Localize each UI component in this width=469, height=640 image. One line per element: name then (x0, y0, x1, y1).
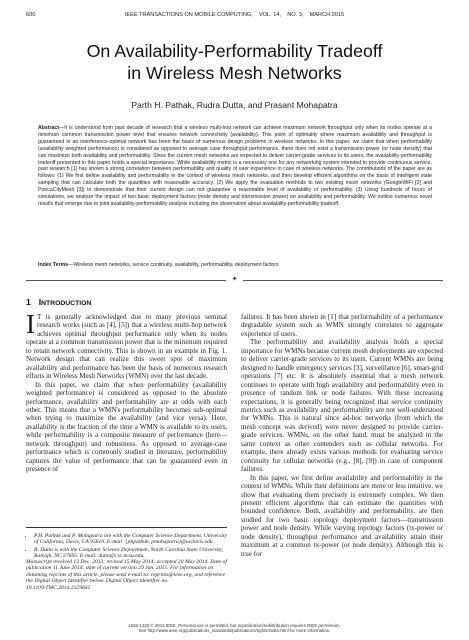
page-number: 606 (26, 12, 36, 18)
author-list: Parth H. Pathak, Rudra Dutta, and Prasant Mohapatra (131, 100, 338, 110)
index-terms-text: —Wireless mesh networks, service continuity, availability, performability, deployment factors (68, 262, 279, 268)
separator-diamond-icon: ✦ (231, 275, 238, 283)
drop-cap: I (26, 309, 35, 339)
section-title-rest: NTRODUCTION (41, 300, 92, 307)
index-terms (38, 262, 432, 269)
manuscript-history: Manuscript received 13 Dec. 2013; revised 15 May 2014; accepted 20 May 2014. Date of publication 11 June 2014; date of current version 29 Jan. 2015. For information on obtaining reprints of this article, please send e-mail to: reprints@ieee.org, and reference the Digital Object Identifier below. Digital Object Identifier no. 10.1109/TMC.2014.2329845 (26, 559, 227, 591)
intro-paragraph-2: In this paper, we claim that when performability (availability weighted performance) is considered as opposed to the absolute performance, availability and performability are at odds with each other. This means that a WMN's performability becomes sub-optimal when trying to maximize the availability (and vice versa). Here, availability is the fraction of the time a WMN is available to its users, while performability is a composite measure of performance (here—network throughput) and robustness. As opposed to average-case performance which is commonly studied in literature, performability captures the value of performance that can be guaranteed even in presence of (26, 380, 227, 474)
title-line-2: in Wireless Mesh Networks (127, 63, 342, 83)
separator-line-right (243, 280, 443, 281)
section-heading (26, 297, 91, 307)
author-affiliations (26, 533, 227, 561)
intro-paragraph-3: failures. It has been shown in [1] that performability of a performance degradable system such as WMN strongly correlates to aggregate experience of users. (241, 313, 443, 338)
paper-title (20, 40, 449, 84)
copyright-line: 1536-1233 © 2014 IEEE. Personal use is permitted, but republication/redistribution requires IEEE permission. (128, 623, 341, 628)
journal-header: IEEE TRANSACTIONS ON MOBILE COMPUTING, VOL. 14, NO. 3, MARCH 2015 (124, 12, 345, 18)
index-terms-label: Index Terms (38, 262, 69, 268)
left-column (26, 309, 227, 474)
intro-paragraph-1-text: T is generally acknowledged due to many previous seminal research works (such as [4], [5]) that a wireless multi-hop network achieves optimal throughput performance only when its nodes operate at a common transmission power that is the minimum required to retain network connectivity. This is shown in an example in Fig. 1. Network design that can realize this sweet spot of maximum availability and performance has been the basis of numerous research efforts in Wireless Mesh Networks (WMN) over the last decade. (26, 313, 227, 381)
copyright-footer (20, 623, 449, 634)
abstract-label: Abstract (38, 125, 60, 131)
section-number: 1 (26, 297, 31, 307)
intro-paragraph-4: The performability and availability analysis holds a special importance for WMNs because current mesh deployments are expected to deliver carrier-grade services to its users. Current WMNs are being designed to handle emergency services [3], surveillance [6], smart-grid operations [7] etc. It is absolutely essential that a mesh network continues to operate with high availability and performability even in presence of random link or node failures. With these increasing expectations, it is generally being recognized that service continuity metrics such as availability and performability are not well-understood for WMNs. This is natural since ad-hoc networks (from which the mesh concept was derived) were never designed to provide carrier-grade services. WMNs, on the other hand, must be analyzed in the same context as other contenders such as cellular networks. For example, there already exists various methods for evaluating service continuity for cellular networks (e.g., [8], [9]) in case of component failures. (241, 338, 443, 474)
footnote-rule (26, 527, 227, 528)
intro-paragraph-1 (26, 309, 227, 381)
right-column (241, 313, 443, 558)
separator-line-left (26, 280, 226, 281)
affiliation-item: • P.H. Pathak and P. Mohapatra are with the Computer Science Department, University of California, Davis, CA 95616. E-mail: {phpathak, pmohapatra}@ucdavis.edu. (34, 533, 227, 546)
section-separator (26, 276, 443, 284)
section-title-initial: I (38, 297, 42, 307)
title-line-1: On Availability-Performability Tradeoff (86, 41, 383, 61)
intro-paragraph-5: In this paper, we first define availability and performability in the context of WMNs. While their definitions are more or less intuitive, we show that evaluating them precisely is extremely complex. We then present efficient algorithms that can estimate the quantities with bounded confidence. Both, availability and performability, are then studied for two basic topology deployment factors—transmission power and node density. While varying topology factors (tx-power or node density), throughput performance and availability attain their maximum at a common tx-power (or node density). Although this is true for (241, 473, 443, 558)
abstract-text: —It is understood from past decade of research that a wireless multi-hop network can achieve maximum network throughput only when its nodes operate at a minimum common transmission power level that ensures network connectivity (availability). This point of optimality where maximum availability and throughput is guaranteed in an interference-optimal network has been the basis of numerous design problems in wireless networks. In this paper, we claim that when performability (availability weighted performance) is considered as opposed to average case throughput performance, there does not exist a transmission power (or node density) that can maximize both availability and performability. Since the current mesh networks are expected to deliver carrier-grade services to its users, the availability-performability tradeoff presented in this paper holds a special importance. While availability metric is a necessary one for any networking system intended to provide continuous service, past research [1] has shown a strong correlation between performability and quality of user experience in case of wireless networks. The contributions of the paper are as follows: (1) We first define availability and performability in the context of wireless mesh networks, and then develop efficient algorithms on the basis of intelligent state sampling that can calculate both the quantities with reasonable accuracy. (2) We apply the evaluation methods to two existing mesh networks (GoogleWiFi [2] and PoncaCityMesh [3]) to demonstrate that their current design can not guarantee a reasonable level of availability or performability. (3) Using hundreds of hours of simulations, we analyze the impact of two basic deployment factors (node density and transmission power) on availability and performability. We outline numerous novel results that emerge due to joint availability-performability analysis including the observation about availability-performability tradeoff. (38, 125, 432, 207)
abstract (38, 125, 432, 208)
rights-link-line: See http://www.ieee.org/publications_standards/publications/rights/index.html for more information. (138, 628, 331, 634)
running-header (26, 12, 443, 21)
affiliation-item: • R. Dutta is with the Computer Science Department, North Carolina State University, Raleigh, NC 27695. E-mail: dutta@csc.ncsu.edu. (34, 547, 227, 560)
